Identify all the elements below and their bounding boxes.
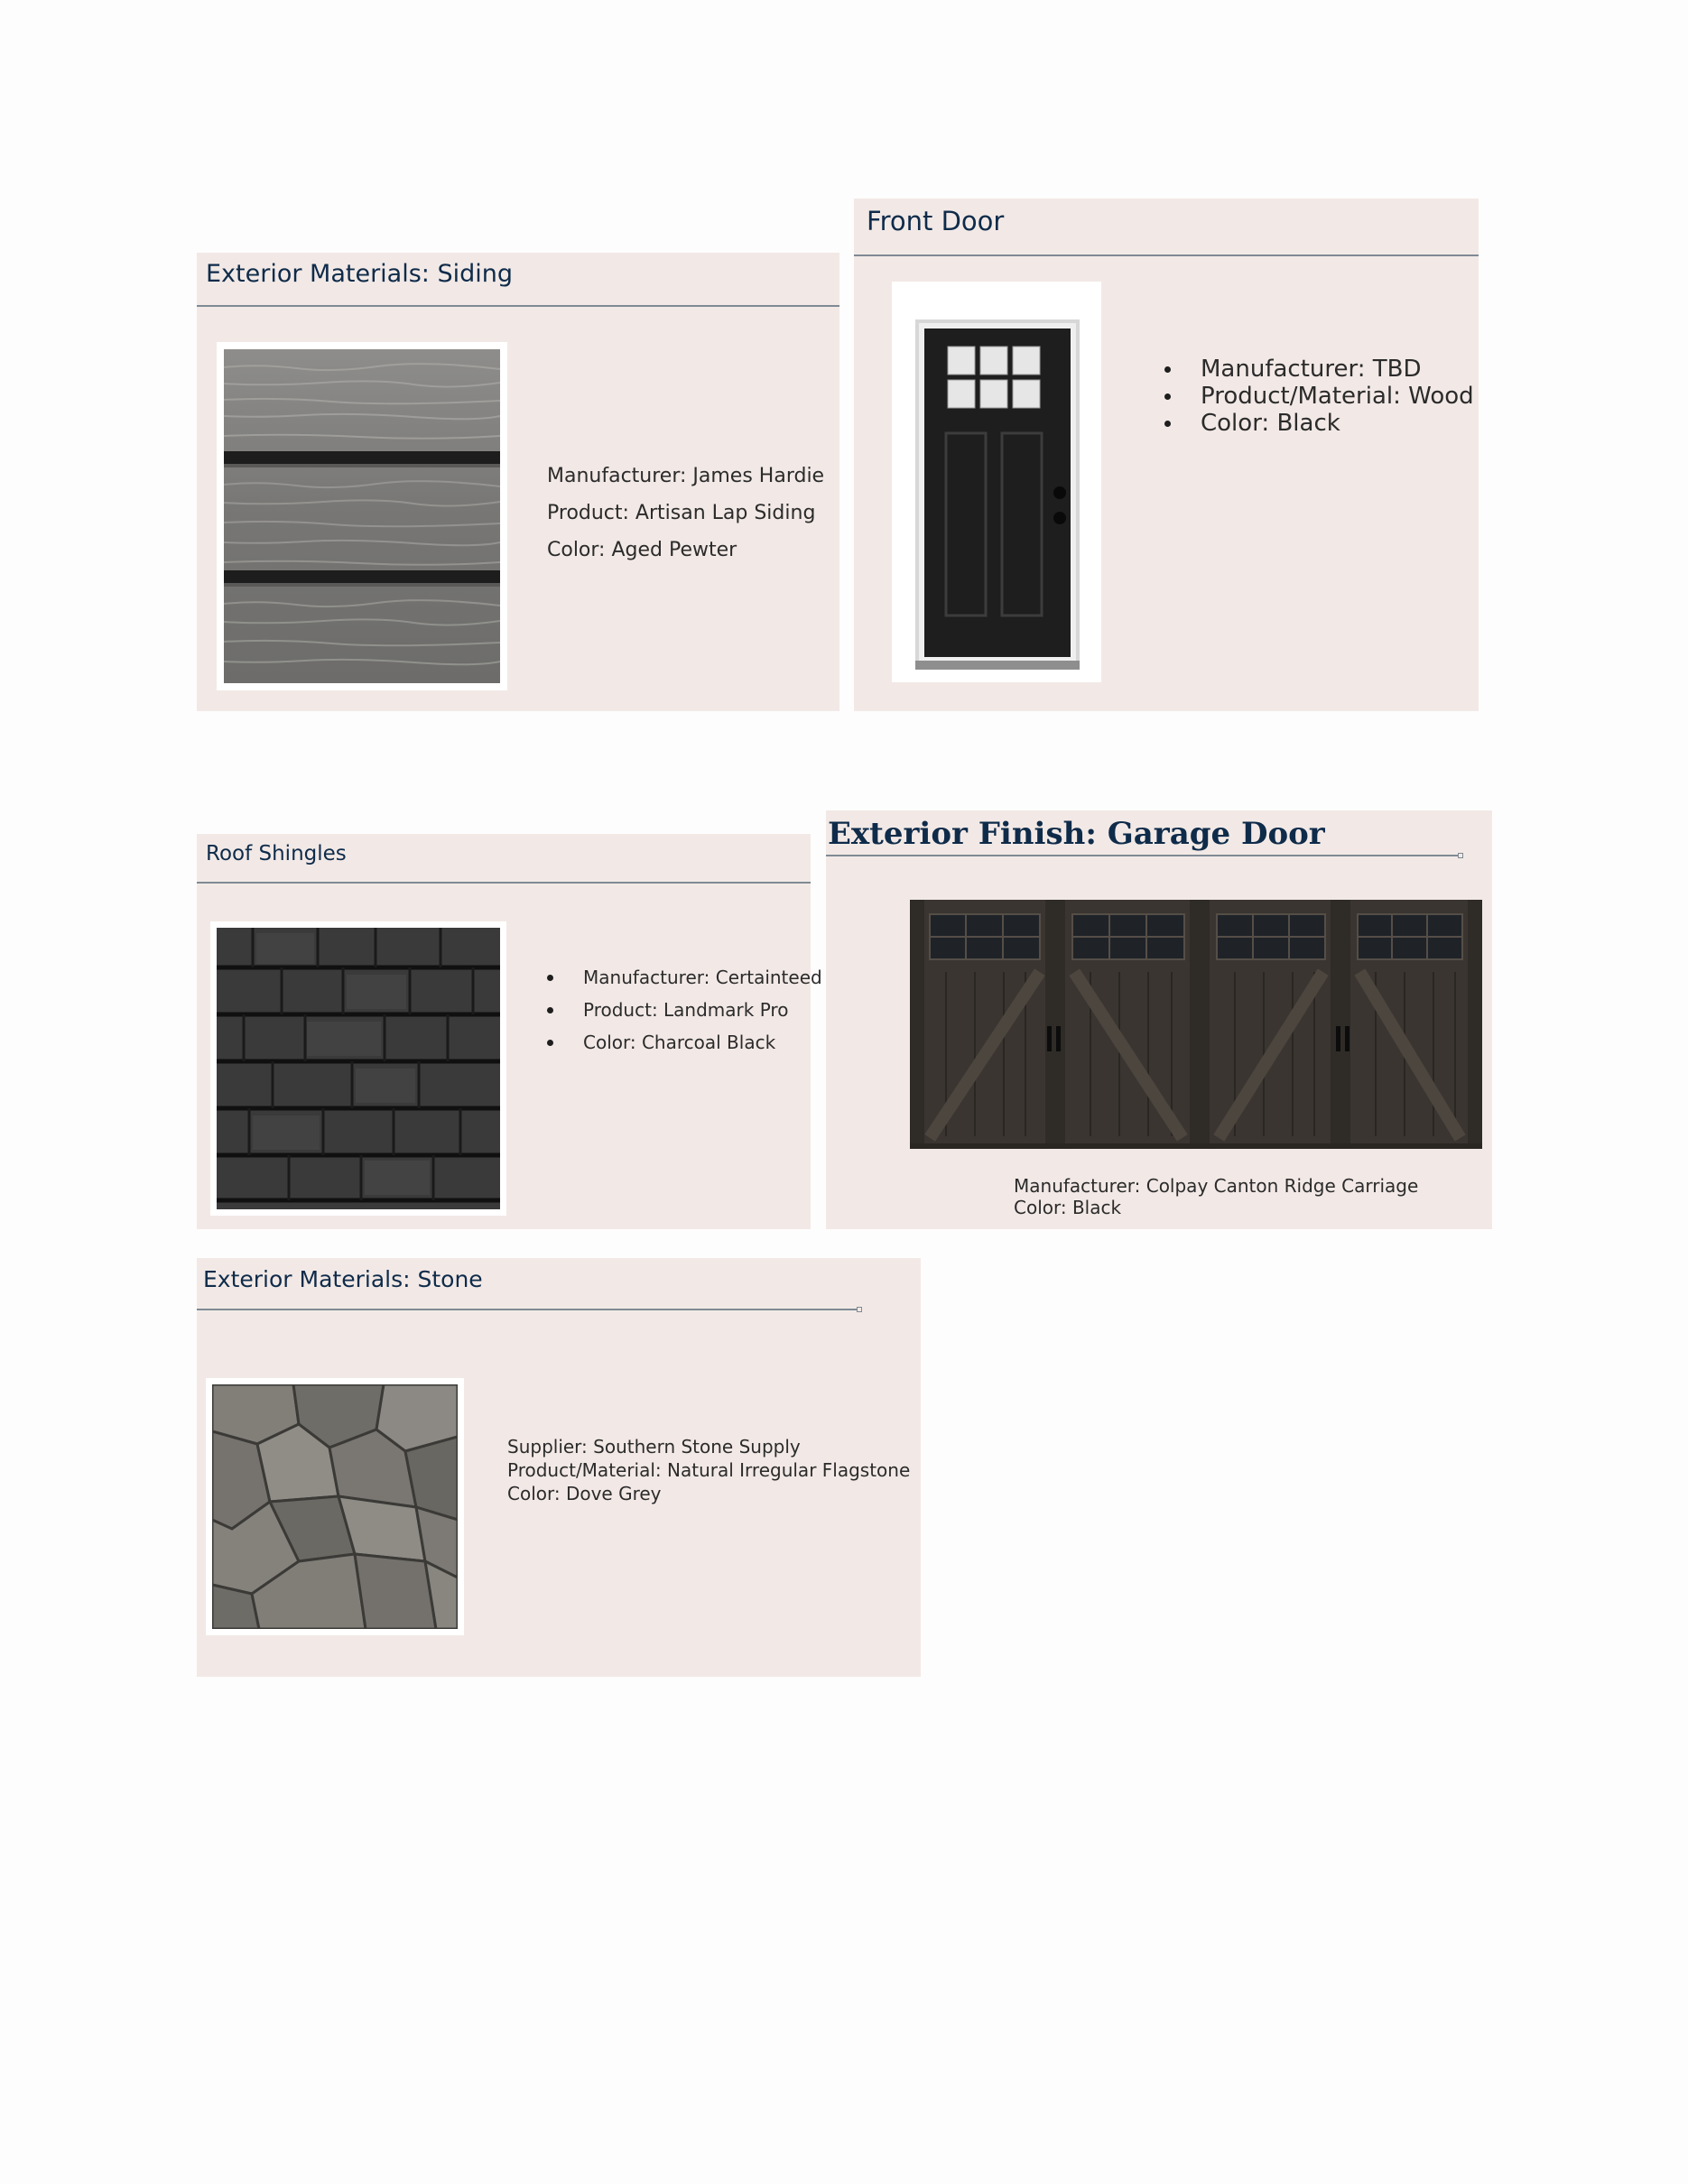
garage-detail-color: Color: Black <box>1014 1197 1122 1218</box>
siding-detail-color: Color: Aged Pewter <box>547 539 737 561</box>
front-door-photo-icon <box>892 282 1101 682</box>
stone-title: Exterior Materials: Stone <box>203 1266 483 1292</box>
roof-detail-manufacturer: Manufacturer: Certainteed <box>547 961 822 994</box>
roof-title: Roof Shingles <box>206 842 347 865</box>
stone-panel <box>197 1258 921 1677</box>
front-door-details <box>1164 356 1474 437</box>
carriage-garage-door-photo-icon <box>910 900 1482 1149</box>
front-door-panel <box>854 199 1479 711</box>
roof-detail-product: Product: Landmark Pro <box>547 994 822 1026</box>
front-door-title: Front Door <box>867 206 1005 236</box>
siding-details <box>547 458 824 569</box>
siding-panel <box>197 253 839 711</box>
lap-siding-swatch-icon <box>224 349 500 683</box>
roof-image <box>210 921 506 1216</box>
garage-divider <box>826 855 1460 856</box>
siding-detail-product: Product: Artisan Lap Siding <box>547 502 816 524</box>
stone-divider-end <box>857 1307 862 1312</box>
stone-detail-supplier: Supplier: Southern Stone Supply <box>507 1436 801 1458</box>
garage-title: Exterior Finish: Garage Door <box>828 816 1325 852</box>
siding-image <box>217 342 507 690</box>
front-door-detail-manufacturer: Manufacturer: TBD <box>1164 356 1474 383</box>
siding-divider <box>197 305 839 307</box>
stone-details <box>507 1435 910 1505</box>
roof-detail-color: Color: Charcoal Black <box>547 1026 822 1059</box>
roof-divider <box>197 882 811 884</box>
front-door-detail-color: Color: Black <box>1164 410 1474 437</box>
roof-shingle-swatch-icon <box>217 928 500 1209</box>
stone-image <box>206 1378 464 1635</box>
front-door-detail-material: Product/Material: Wood <box>1164 383 1474 410</box>
siding-title: Exterior Materials: Siding <box>206 260 514 288</box>
stone-divider <box>197 1309 858 1310</box>
flagstone-swatch-icon <box>212 1384 458 1629</box>
garage-divider-end <box>1458 853 1463 858</box>
stone-detail-color: Color: Dove Grey <box>507 1483 662 1504</box>
garage-detail-manufacturer: Manufacturer: Colpay Canton Ridge Carriage <box>1014 1175 1419 1197</box>
front-door-divider <box>854 254 1479 256</box>
garage-image <box>910 900 1482 1149</box>
garage-panel <box>826 810 1492 1229</box>
front-door-image <box>892 282 1101 682</box>
roof-details <box>547 961 822 1059</box>
roof-panel <box>197 834 822 1229</box>
siding-detail-manufacturer: Manufacturer: James Hardie <box>547 465 825 487</box>
garage-details <box>1014 1175 1418 1218</box>
stone-detail-material: Product/Material: Natural Irregular Flagstone <box>507 1459 911 1481</box>
